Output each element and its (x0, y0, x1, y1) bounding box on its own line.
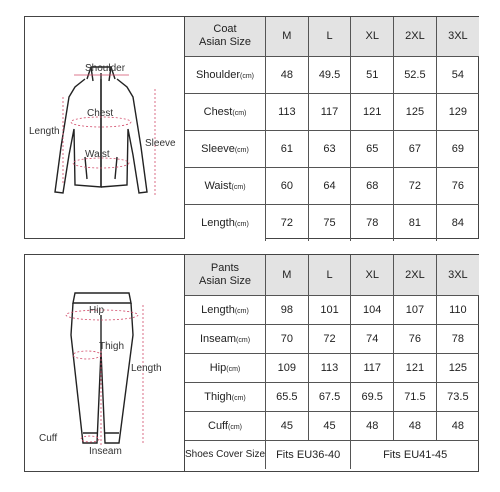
unit-label: (cm) (227, 423, 242, 431)
pants-row-hip (185, 353, 479, 382)
value-cell: 125 (436, 353, 479, 382)
pants-row-length (185, 295, 479, 324)
row-label: Length (201, 303, 235, 316)
unit-label: (cm) (240, 72, 255, 80)
coat-row-length (185, 204, 479, 241)
inseam-label: Inseam (89, 446, 122, 457)
waist-label: Waist (85, 149, 110, 160)
value-cell: 49.5 (308, 56, 351, 93)
cuff-guide (81, 436, 99, 442)
thigh-label: Thigh (99, 341, 125, 352)
value-cell: 61 (266, 130, 309, 167)
value-cell: 129 (436, 93, 479, 130)
value-cell: 84 (436, 204, 479, 241)
pants-diagram (25, 255, 185, 471)
size-header: XL (351, 255, 394, 295)
coat-row-chest (185, 93, 479, 130)
value-cell: 121 (394, 353, 437, 382)
hip-label: Hip (89, 305, 105, 316)
value-cell: 73.5 (436, 382, 479, 411)
value-cell: 72 (308, 324, 351, 353)
value-cell: 107 (394, 295, 437, 324)
size-header: 3XL (436, 17, 479, 56)
size-header: L (308, 255, 351, 295)
coat-row-shoulder (185, 56, 479, 93)
value-cell: 110 (436, 295, 479, 324)
coat-row-waist (185, 167, 479, 204)
value-cell: 60 (266, 167, 309, 204)
shoes-label: Shoes Cover Size (185, 440, 266, 469)
value-cell: 51 (351, 56, 394, 93)
value-cell: 65.5 (266, 382, 309, 411)
unit-label: (cm) (231, 394, 246, 402)
size-header: XL (351, 17, 394, 56)
shoulder-label: Shoulder (85, 63, 126, 74)
pants-header-cell: Pants Asian Size (185, 255, 266, 295)
value-cell: 65 (351, 130, 394, 167)
length-label: Length (29, 126, 60, 137)
value-cell: 121 (351, 93, 394, 130)
value-cell: 117 (351, 353, 394, 382)
chest-label: Chest (87, 108, 114, 119)
value-cell: 69.5 (351, 382, 394, 411)
unit-label: (cm) (226, 365, 241, 373)
value-cell: 67.5 (308, 382, 351, 411)
value-cell: 104 (351, 295, 394, 324)
value-cell: 78 (351, 204, 394, 241)
coat-diagram (25, 17, 185, 238)
size-header: M (266, 17, 309, 56)
value-cell: 109 (266, 353, 309, 382)
value-cell: 74 (351, 324, 394, 353)
shoes-fit-large: Fits EU41-45 (351, 440, 479, 469)
value-cell: 48 (394, 411, 437, 440)
row-label: Hip (209, 361, 227, 374)
row-label: Shoulder (195, 68, 241, 81)
value-cell: 113 (308, 353, 351, 382)
size-header: 2XL (394, 255, 437, 295)
size-header: L (308, 17, 351, 56)
unit-label: (cm) (232, 109, 247, 117)
shoes-fit-small: Fits EU36-40 (266, 440, 351, 469)
cuff-label: Cuff (39, 433, 58, 444)
pants-row-thigh (185, 382, 479, 411)
value-cell: 48 (266, 56, 309, 93)
unit-label: (cm) (234, 307, 249, 315)
value-cell: 101 (308, 295, 351, 324)
value-cell: 70 (266, 324, 309, 353)
pants-row-inseam (185, 324, 479, 353)
pants-row-shoes (185, 440, 479, 469)
value-cell: 72 (394, 167, 437, 204)
value-cell: 78 (436, 324, 479, 353)
unit-label: (cm) (236, 336, 251, 344)
value-cell: 76 (436, 167, 479, 204)
value-cell: 71.5 (394, 382, 437, 411)
value-cell: 54 (436, 56, 479, 93)
value-cell: 67 (394, 130, 437, 167)
length-label: Length (131, 363, 162, 374)
value-cell: 68 (351, 167, 394, 204)
pants-header-row (185, 255, 479, 295)
value-cell: 48 (436, 411, 479, 440)
row-label: Waist (204, 179, 232, 192)
size-header: 2XL (394, 17, 437, 56)
value-cell: 63 (308, 130, 351, 167)
pants-row-cuff (185, 411, 479, 440)
unit-label: (cm) (231, 183, 246, 191)
coat-header-cell: Coat Asian Size (185, 17, 266, 56)
value-cell: 81 (394, 204, 437, 241)
value-cell: 48 (351, 411, 394, 440)
value-cell: 45 (308, 411, 351, 440)
row-label: Sleeve (201, 142, 235, 155)
unit-label: (cm) (234, 220, 249, 228)
row-label: Length (201, 216, 235, 229)
row-label: Thigh (204, 390, 232, 403)
value-cell: 72 (266, 204, 309, 241)
thigh-guide (73, 351, 101, 359)
size-header: M (266, 255, 309, 295)
coat-size-panel (24, 16, 479, 239)
value-cell: 98 (266, 295, 309, 324)
value-cell: 113 (266, 93, 309, 130)
value-cell: 75 (308, 204, 351, 241)
coat-header-row (185, 17, 479, 56)
row-label: Chest (203, 105, 233, 118)
sleeve-label: Sleeve (145, 138, 176, 149)
coat-size-table (185, 17, 479, 241)
size-header: 3XL (436, 255, 479, 295)
value-cell: 117 (308, 93, 351, 130)
value-cell: 52.5 (394, 56, 437, 93)
value-cell: 64 (308, 167, 351, 204)
pants-size-table (185, 255, 479, 469)
value-cell: 125 (394, 93, 437, 130)
pants-size-panel (24, 254, 479, 472)
row-label: Inseam (199, 332, 237, 345)
unit-label: (cm) (234, 146, 249, 154)
value-cell: 45 (266, 411, 309, 440)
value-cell: 76 (394, 324, 437, 353)
row-label: Cuff (208, 419, 228, 432)
coat-row-sleeve (185, 130, 479, 167)
value-cell: 69 (436, 130, 479, 167)
